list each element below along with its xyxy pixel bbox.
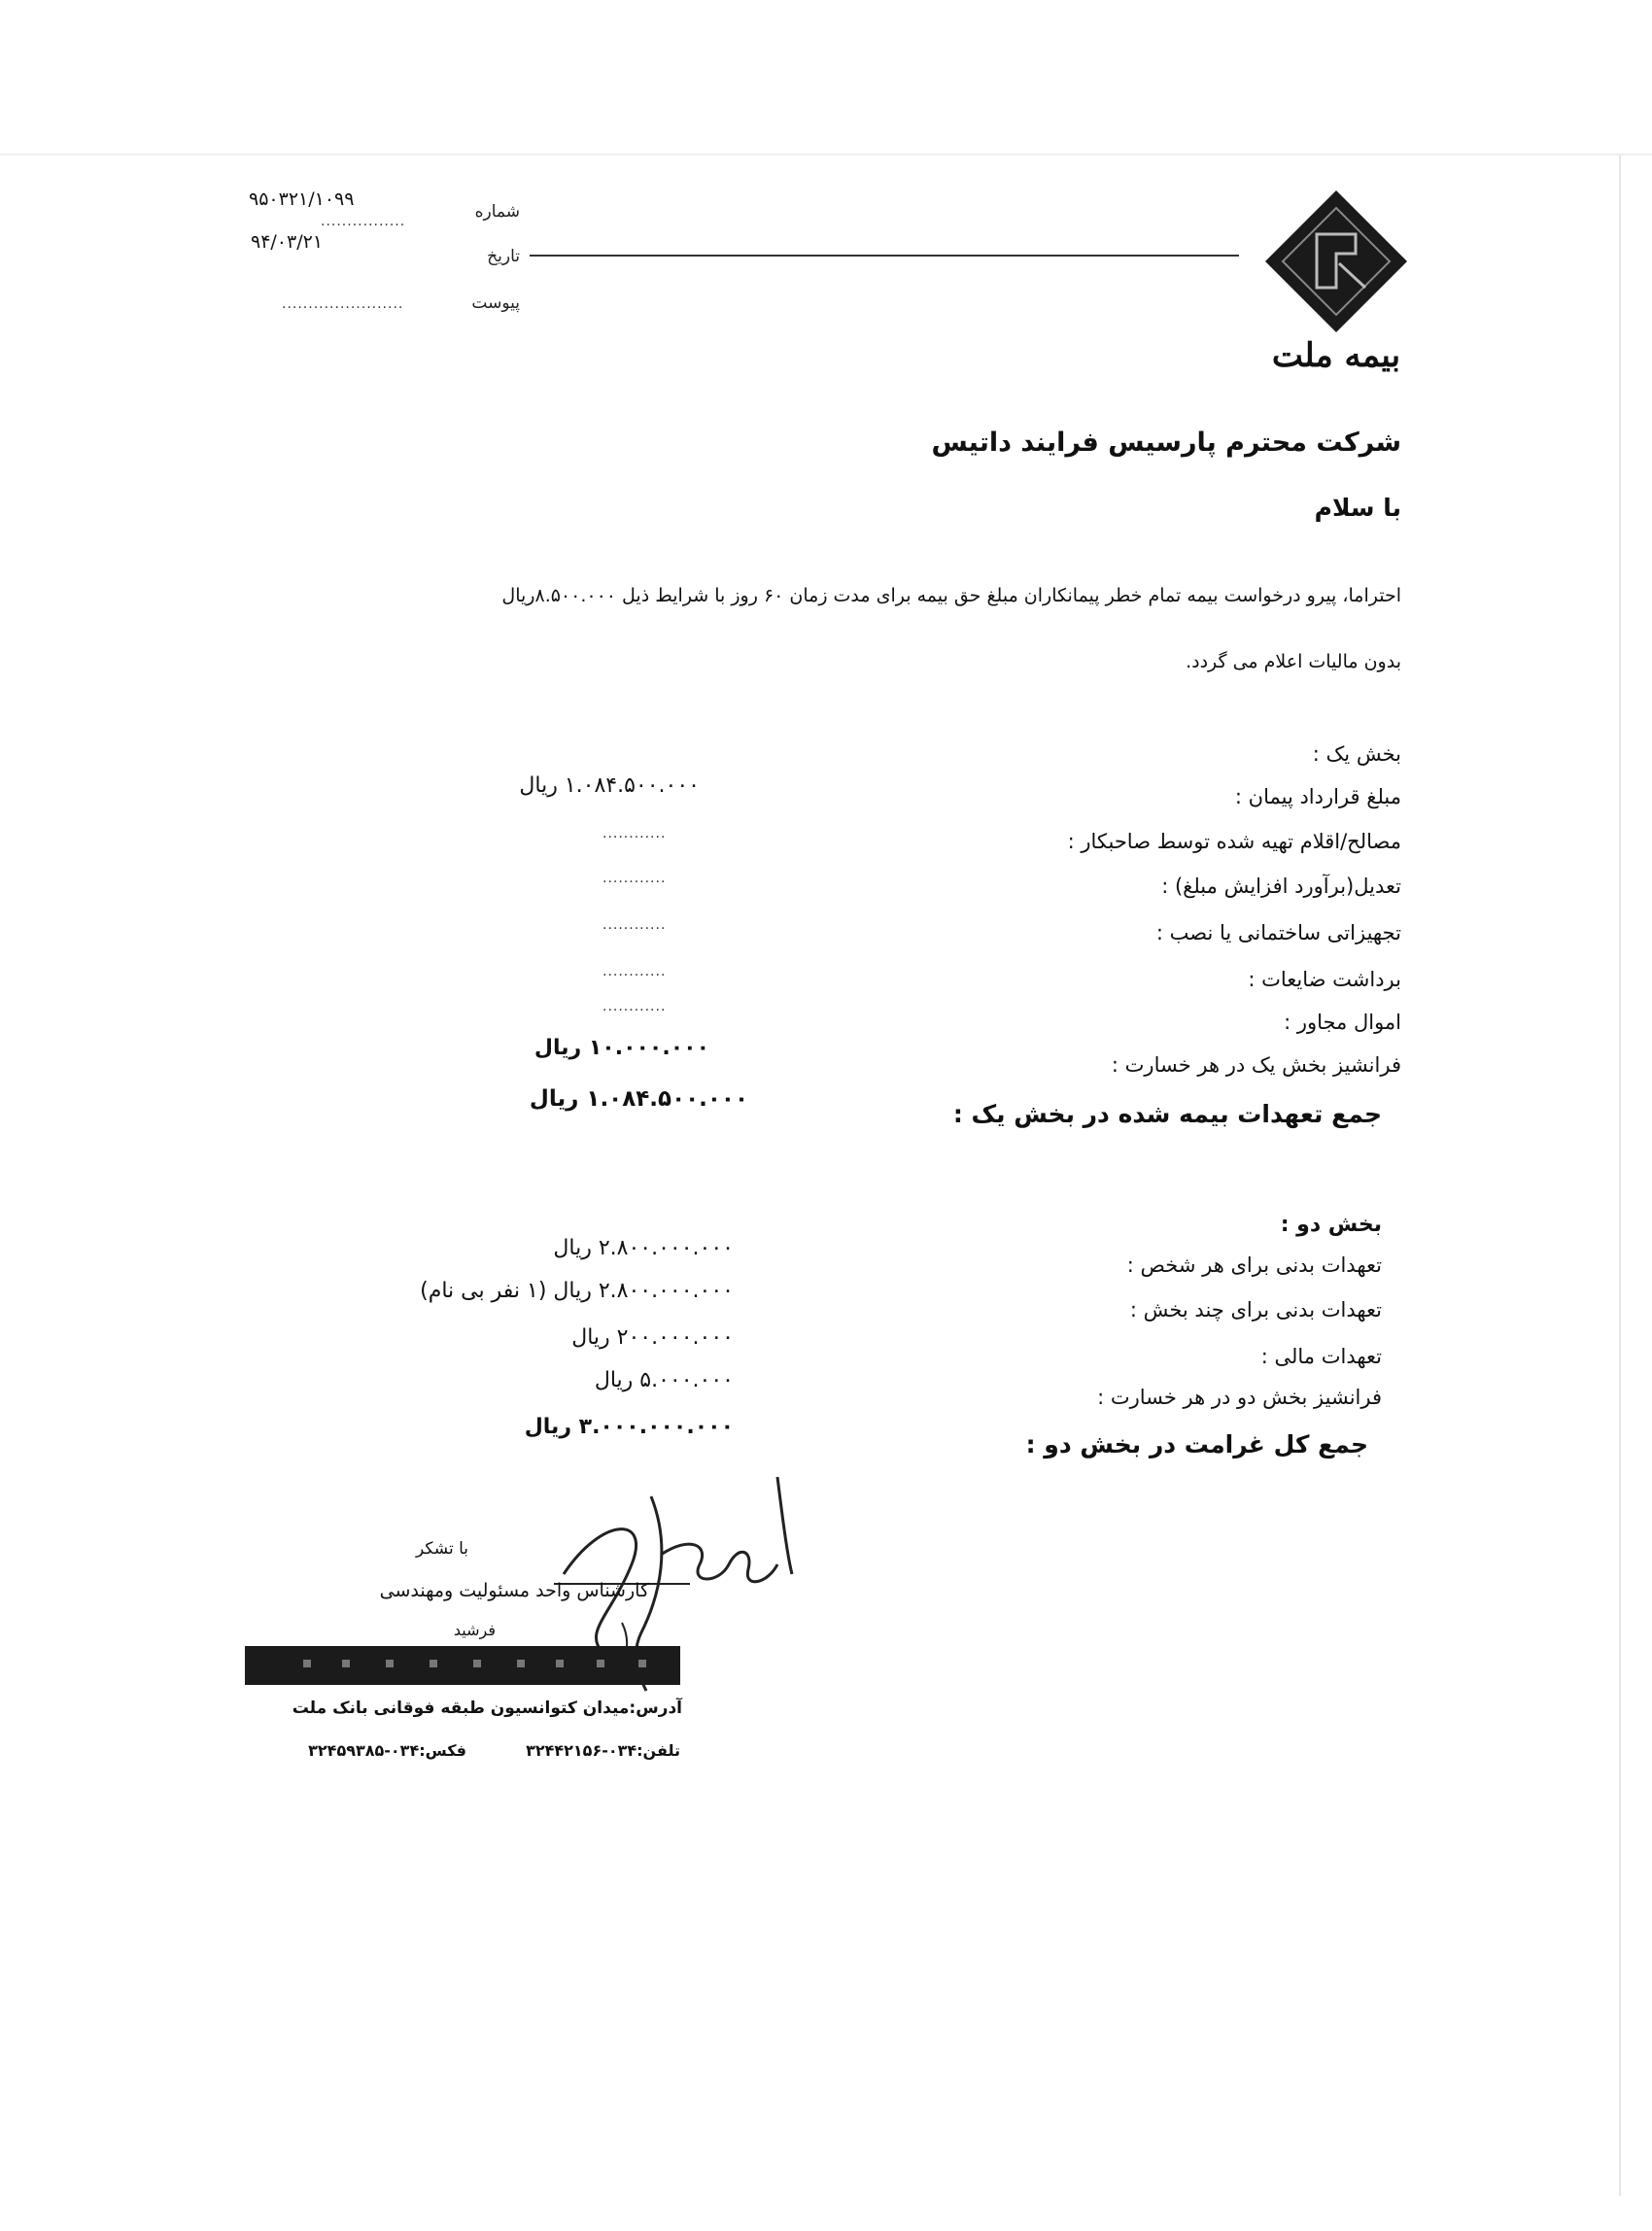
section2-total-amount: ۳.۰۰۰.۰۰۰.۰۰۰ ریال [524, 1415, 734, 1439]
s1-row-amount: ............ [602, 917, 667, 933]
section1-total-amount: ۱.۰۸۴.۵۰۰.۰۰۰ ریال [529, 1086, 748, 1112]
s1-row-label: فرانشیز بخش یک در هر خسارت : [1111, 1053, 1401, 1077]
s1-row-amount: ............ [602, 999, 667, 1014]
s2-row-amount: ۲۰۰.۰۰۰.۰۰۰ ریال [571, 1325, 734, 1350]
attachment-label: پیوست [471, 293, 520, 313]
footer-phone: تلفن:۰۳۴-۳۲۴۴۲۱۵۶ [526, 1741, 680, 1760]
intro-line-2: بدون مالیات اعلام می گردد. [1186, 651, 1401, 672]
s1-row-amount: ............ [602, 964, 667, 979]
number-label: شماره [474, 202, 520, 222]
s1-row-amount: ............ [602, 871, 667, 886]
signature-title: کارشناس واحد مسئولیت ومهندسی [379, 1580, 649, 1601]
date-value: ۹۴/۰۳/۲۱ [251, 231, 324, 253]
s1-row-label: تجهیزاتی ساختمانی یا نصب : [1155, 921, 1401, 944]
s1-row-amount: ۱۰.۰۰۰.۰۰۰ ریال [533, 1036, 709, 1060]
company-logo [1263, 190, 1409, 404]
section1-title: بخش یک : [1312, 742, 1401, 766]
s1-row-label: اموال مجاور : [1284, 1011, 1401, 1034]
number-dots: ................ [321, 214, 406, 229]
s1-row-amount: ۱.۰۸۴.۵۰۰.۰۰۰ ریال [519, 773, 700, 798]
s2-row-amount: ۲.۸۰۰.۰۰۰.۰۰۰ ریال (۱ نفر بی نام) [420, 1279, 734, 1303]
signature-subtitle: فرشید [453, 1621, 496, 1639]
attachment-dots: ....................... [282, 296, 404, 312]
s1-row-label: مصالح/اقلام تهیه شده توسط صاحبکار : [1067, 830, 1401, 853]
signature-thanks: با تشکر [416, 1539, 468, 1559]
intro-line-1: احتراما، پیرو درخواست بیمه تمام خطر پیمانکاران مبلغ حق بیمه برای مدت زمان ۶۰ روز با شرایط ذیل ۸.۵۰۰.۰۰۰ریال [501, 585, 1401, 606]
footer-address: آدرس:میدان کتوانسیون طبقه فوقانی بانک ملت [292, 1699, 682, 1718]
logo-text: بیمه ملت [1271, 336, 1401, 375]
greeting: با سلام [1314, 494, 1401, 522]
s1-row-label: مبلغ قرارداد پیمان : [1234, 785, 1401, 808]
s1-row-amount: ............ [602, 826, 667, 841]
s2-row-label: تعهدات بدنی برای هر شخص : [1126, 1253, 1382, 1277]
section2-total-label: جمع کل غرامت در بخش دو : [1025, 1430, 1368, 1459]
s2-row-label: تعهدات مالی : [1260, 1345, 1382, 1368]
date-label: تاریخ [487, 247, 520, 266]
s1-row-label: برداشت ضایعات : [1248, 968, 1401, 991]
s1-row-label: تعدیل(برآورد افزایش مبلغ) : [1161, 875, 1401, 898]
s2-row-label: تعهدات بدنی برای چند بخش : [1129, 1298, 1382, 1321]
scan-edge [0, 154, 1652, 155]
header-rule [530, 255, 1239, 257]
recipient: شرکت محترم پارسیس فرایند داتیس [931, 428, 1401, 458]
s2-row-amount: ۵.۰۰۰.۰۰۰ ریال [594, 1368, 734, 1392]
section1-total-label: جمع تعهدات بیمه شده در بخش یک : [952, 1100, 1382, 1128]
section2-title: بخش دو : [1280, 1213, 1382, 1237]
footer-bar [245, 1646, 680, 1685]
scan-right-edge [1619, 155, 1621, 2196]
number-value: ۹۵۰۳۲۱/۱۰۹۹ [249, 189, 355, 210]
s2-row-amount: ۲.۸۰۰.۰۰۰.۰۰۰ ریال [553, 1236, 734, 1260]
s2-row-label: فرانشیز بخش دو در هر خسارت : [1097, 1386, 1382, 1409]
footer-fax: فکس:۰۳۴-۳۲۴۵۹۳۸۵ [308, 1741, 466, 1760]
